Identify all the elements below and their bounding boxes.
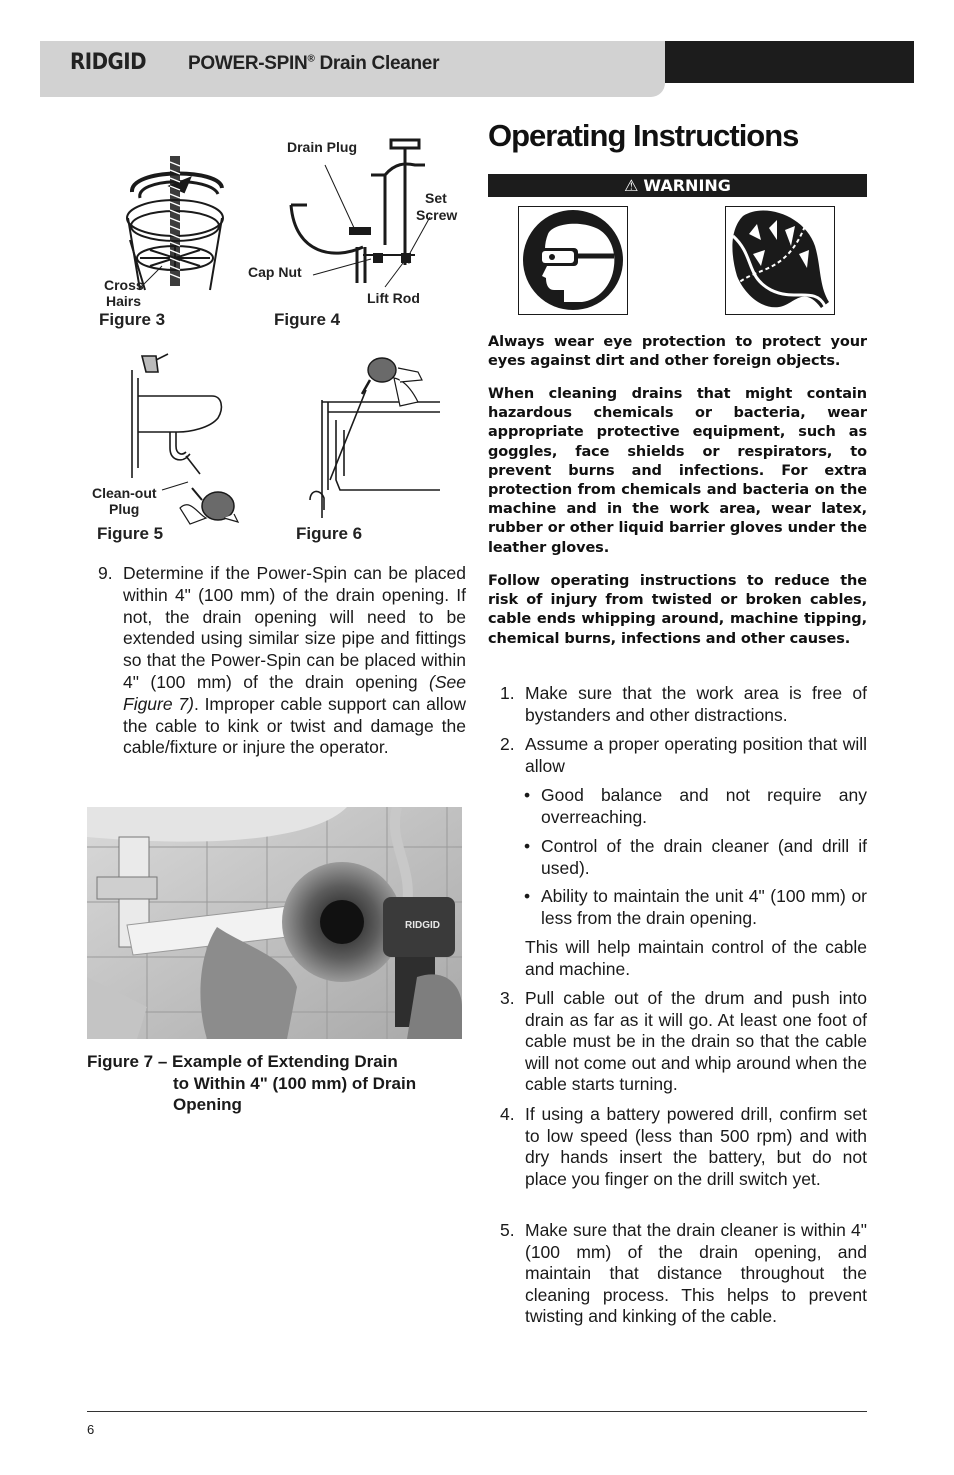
figure-6-drawing — [300, 350, 440, 520]
bullet-3-text: Ability to maintain the unit 4" (100 mm) or less from the drain opening. — [541, 886, 867, 928]
step-1 — [500, 683, 867, 726]
eye-protection-icon — [518, 206, 628, 315]
step-2 — [500, 734, 867, 777]
warning-triangle-icon: ⚠ — [624, 176, 639, 195]
bullet-3 — [524, 886, 867, 929]
bullet-dot: • — [524, 886, 531, 906]
bullet-1 — [524, 785, 867, 828]
fig4-callout-lift-rod: Lift Rod — [367, 290, 420, 306]
warning-paragraph-1: Always wear eye protection to protect your eyes against dirt and other foreign objects. — [488, 334, 867, 370]
warning-paragraph-3: Follow operating instructions to reduce the risk of injury from twisted or broken cables, cable ends whipping around, machine tipping, chemical burns, infections and other causes. — [488, 573, 867, 647]
fig4-callout-cap-nut: Cap Nut — [248, 264, 302, 280]
drill-brand-text: RIDGID — [405, 920, 440, 931]
section-title: Operating Instructions — [488, 118, 799, 153]
bullet-2 — [524, 836, 867, 879]
step-4-text: If using a battery powered drill, confirm set to low speed (less than 500 rpm) and with dry hands insert the battery, but do not place you finger on the drill switch yet. — [525, 1104, 867, 1189]
step-9-number: 9. — [98, 563, 113, 583]
step-3-number: 3. — [500, 988, 515, 1008]
figure-7-photo — [87, 807, 462, 1039]
fig3-callout-hairs: Hairs — [106, 293, 142, 309]
fig5-callout-clean-out: Clean-out — [92, 485, 157, 501]
page-number: 6 — [87, 1422, 95, 1437]
warning-banner — [488, 174, 867, 197]
ridgid-logo: RIDGID — [70, 50, 147, 75]
bullet-2-text: Control of the drain cleaner (and drill if used). — [541, 836, 867, 878]
fig4-callout-screw: Screw — [416, 207, 458, 223]
header-product-title: POWER-SPIN® Drain Cleaner — [188, 53, 440, 74]
bullet-1-text: Good balance and not require any overreaching. — [541, 785, 867, 827]
step-5-text: Make sure that the drain cleaner is within 4" (100 mm) of the drain opening, and maintain that distance throughout the cleaning process. This helps to prevent twisting and kinking of the cable. — [525, 1220, 867, 1326]
step-1-number: 1. — [500, 683, 515, 703]
warning-paragraph-2: When cleaning drains that might contain hazardous chemicals or bacteria, wear appropriate protective equipment, such as goggles, face shields or respirators, to prevent burns and infections. For extra protection from chemicals and bacteria on the machine and in the work area, wear latex, rubber or other liquid barrier gloves under the leather gloves. — [488, 386, 867, 556]
step-3 — [500, 988, 867, 1096]
figure-4-label: Figure 4 — [274, 310, 341, 329]
bullet-dot: • — [524, 785, 531, 805]
fig4-callout-set: Set — [425, 190, 447, 206]
bullet-dot: • — [524, 836, 531, 856]
figure-6-label: Figure 6 — [296, 524, 363, 543]
figure-3-label: Figure 3 — [99, 310, 166, 329]
footer-rule — [87, 1411, 867, 1412]
step-4-number: 4. — [500, 1104, 515, 1124]
step-5 — [500, 1220, 867, 1328]
step-4 — [500, 1104, 867, 1190]
chemical-burn-hand-icon — [725, 206, 835, 315]
figure-5-label: Figure 5 — [97, 524, 164, 543]
fig7-caption-line-2: to Within 4" (100 mm) of Drain — [173, 1073, 417, 1093]
step-5-number: 5. — [500, 1220, 515, 1240]
step-1-text: Make sure that the work area is free of bystanders and other distractions. — [525, 683, 867, 725]
figure-5-drawing — [120, 348, 250, 528]
step-3-text: Pull cable out of the drum and push into drain as far as it will go. At least one foot of cable must be in the drain so that the cable will not come out and whip around when the cable starts turning. — [525, 988, 867, 1094]
fig5-callout-plug: Plug — [109, 501, 140, 517]
fig7-caption-line-3: Opening — [173, 1095, 242, 1114]
step-2-number: 2. — [500, 734, 515, 754]
step-9-text: Determine if the Power-Spin can be placed within 4" (100 mm) of the drain opening. If not, the drain opening will need to be extended using similar size pipe and fittings so that the Power-Spin can be placed within 4" (100 mm) of the drain opening (See Figure 7). Improper cable support can allow the cable to kink or twist and damage the cable/fixture or injure the operator. — [123, 563, 466, 758]
step-2-followup: This will help maintain control of the cable and machine. — [525, 937, 867, 979]
figure-7-caption — [87, 1051, 467, 1116]
step-2-text: Assume a proper operating position that will allow — [525, 734, 867, 776]
figure-3-drawing — [100, 148, 250, 293]
fig7-caption-line-1: Figure 7 – Example of Extending Drain — [87, 1052, 398, 1071]
step-9 — [98, 563, 466, 759]
header-black-tab — [665, 41, 914, 83]
fig3-callout-cross: Cross — [104, 277, 144, 293]
warning-label: WARNING — [643, 176, 731, 195]
fig4-callout-drain-plug: Drain Plug — [287, 139, 358, 155]
